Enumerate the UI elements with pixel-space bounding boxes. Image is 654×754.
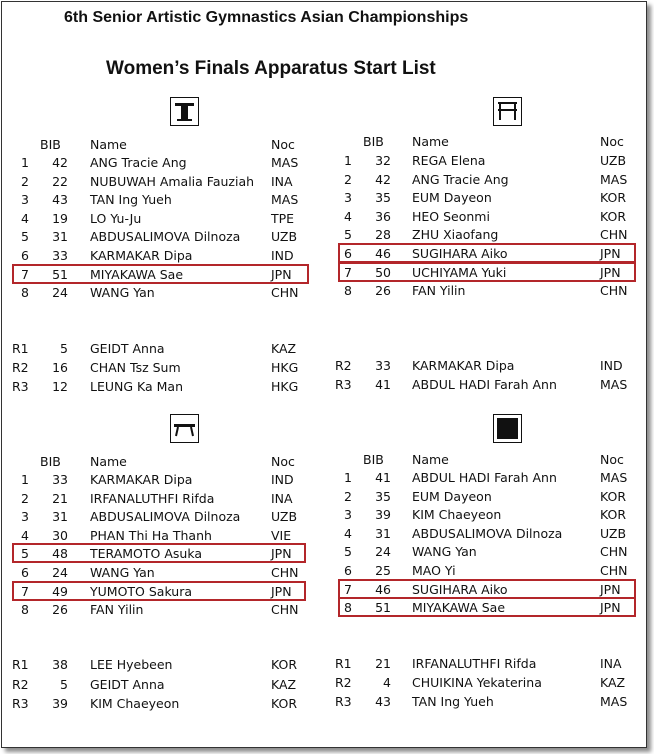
gymnast-name: MIYAKAWA Sae	[412, 600, 506, 616]
gymnast-name: KARMAKAR Dipa	[90, 248, 193, 263]
start-position: 2	[344, 488, 352, 504]
noc-code: KOR	[600, 208, 627, 224]
start-position: 6	[21, 248, 29, 263]
start-position: 4	[21, 527, 29, 543]
noc-header: Noc	[271, 454, 295, 469]
bib-number: 32	[375, 153, 391, 168]
noc-code: KAZ	[600, 675, 626, 690]
name-header: Name	[412, 452, 449, 467]
noc-code: KAZ	[271, 677, 297, 692]
start-position: 2	[21, 490, 29, 506]
noc-code: INA	[271, 173, 293, 189]
start-position: 8	[21, 602, 29, 618]
noc-code: JPN	[600, 264, 621, 280]
bib-number: 21	[52, 490, 68, 506]
gymnast-name: CHAN Tsz Sum	[90, 360, 181, 375]
reserve-position: R3	[12, 696, 29, 711]
bib-number: 43	[375, 694, 391, 709]
gymnast-name: FAN Yilin	[412, 283, 466, 299]
noc-code: CHN	[271, 285, 299, 301]
bib-number: 46	[375, 246, 391, 261]
gymnast-name: LEE Hyebeen	[90, 657, 173, 672]
bib-number: 5	[60, 677, 68, 692]
noc-header: Noc	[271, 137, 295, 152]
noc-code: HKG	[271, 360, 299, 375]
start-position: 1	[344, 470, 352, 485]
bib-number: 22	[52, 173, 68, 189]
gymnast-name: REGA Elena	[412, 153, 486, 168]
start-position: 3	[344, 507, 352, 523]
bib-number: 31	[52, 509, 68, 525]
gymnast-name: CHUIKINA Yekaterina	[412, 675, 542, 690]
bib-header: BIB	[363, 452, 384, 467]
noc-code: INA	[600, 656, 622, 671]
gymnast-name: SUGIHARA Aiko	[412, 246, 508, 261]
start-position: 6	[21, 565, 29, 580]
gymnast-name: TERAMOTO Asuka	[90, 546, 202, 562]
gymnast-name: ABDUSALIMOVA Dilnoza	[412, 525, 563, 541]
gymnast-name: LO Yu-Ju	[90, 210, 142, 226]
gymnast-name: EUM Dayeon	[412, 488, 492, 504]
gymnast-name: ZHU Xiaofang	[412, 227, 499, 243]
gymnast-name: WANG Yan	[412, 544, 477, 560]
noc-code: MAS	[271, 192, 299, 208]
bib-number: 24	[52, 565, 68, 580]
noc-code: CHN	[600, 544, 628, 560]
noc-code: JPN	[600, 600, 621, 616]
bib-number: 26	[52, 602, 68, 618]
bib-number: 35	[375, 190, 391, 206]
bib-number: 50	[375, 264, 391, 280]
noc-code: JPN	[271, 266, 292, 282]
reserve-position: R2	[12, 677, 29, 692]
bib-number: 51	[52, 266, 68, 282]
gymnast-name: GEIDT Anna	[90, 341, 165, 356]
reserve-position: R2	[335, 358, 352, 373]
reserve-position: R3	[335, 694, 352, 709]
bib-number: 42	[375, 171, 391, 187]
gymnast-name: TAN Ing Yueh	[412, 694, 494, 709]
noc-code: UZB	[271, 509, 298, 525]
noc-code: UZB	[600, 153, 627, 168]
bib-number: 38	[52, 657, 68, 672]
gymnast-name: LEUNG Ka Man	[90, 379, 183, 394]
bib-header: BIB	[40, 137, 61, 152]
bib-header: BIB	[363, 134, 384, 149]
noc-code: KOR	[600, 507, 627, 523]
gymnast-name: IRFANALUTHFI Rifda	[90, 490, 215, 506]
bib-number: 48	[52, 546, 68, 562]
bib-number: 19	[52, 210, 68, 226]
noc-code: INA	[271, 490, 293, 506]
noc-code: KAZ	[271, 341, 297, 356]
noc-code: CHN	[600, 283, 628, 299]
noc-code: MAS	[600, 694, 628, 709]
noc-code: CHN	[600, 563, 628, 578]
bib-number: 28	[375, 227, 391, 243]
noc-code: MAS	[600, 377, 628, 392]
bib-number: 42	[52, 155, 68, 170]
bib-number: 39	[375, 507, 391, 523]
gymnast-name: KIM Chaeyeon	[412, 507, 502, 523]
start-position: 1	[344, 153, 352, 168]
noc-code: CHN	[271, 565, 299, 580]
noc-code: CHN	[271, 602, 299, 618]
reserve-position: R3	[12, 379, 29, 394]
bib-number: 33	[52, 472, 68, 487]
noc-code: KOR	[600, 190, 627, 206]
noc-code: TPE	[271, 210, 295, 226]
gymnast-name: IRFANALUTHFI Rifda	[412, 656, 537, 671]
start-list-title: Women’s Finals Apparatus Start List	[106, 58, 436, 79]
start-position: 1	[21, 155, 29, 170]
gymnast-name: KIM Chaeyeon	[90, 696, 180, 711]
gymnast-name: WANG Yan	[90, 565, 155, 580]
noc-code: IND	[271, 472, 294, 487]
bib-number: 31	[375, 525, 391, 541]
bib-number: 35	[375, 488, 391, 504]
start-position: 6	[344, 563, 352, 578]
start-position: 2	[21, 173, 29, 189]
gymnast-name: ABDUL HADI Farah Ann	[412, 470, 557, 485]
bib-number: 46	[375, 581, 391, 597]
gymnast-name: NUBUWAH Amalia Fauziah	[90, 173, 255, 189]
gymnast-name: KARMAKAR Dipa	[90, 472, 193, 487]
start-position: 8	[344, 283, 352, 299]
start-position: 8	[344, 600, 352, 616]
reserve-position: R2	[12, 360, 29, 375]
bib-number: 39	[52, 696, 68, 711]
start-position: 3	[21, 192, 29, 208]
noc-code: UZB	[271, 229, 298, 245]
start-position: 7	[344, 581, 352, 597]
start-position: 5	[344, 544, 352, 560]
noc-code: KOR	[271, 657, 298, 672]
gymnast-name: ABDUSALIMOVA Dilnoza	[90, 509, 241, 525]
start-position: 7	[21, 583, 29, 599]
vault-icon	[170, 97, 199, 126]
noc-code: MAS	[600, 171, 628, 187]
noc-header: Noc	[600, 452, 624, 467]
bib-number: 49	[52, 583, 68, 599]
gymnast-name: ABDUSALIMOVA Dilnoza	[90, 229, 241, 245]
bib-number: 21	[375, 656, 391, 671]
noc-code: IND	[271, 248, 294, 263]
gymnast-name: TAN Ing Yueh	[90, 192, 172, 208]
noc-code: VIE	[271, 527, 292, 543]
bib-number: 5	[60, 341, 68, 356]
gymnast-name: ANG Tracie Ang	[412, 171, 509, 187]
noc-code: JPN	[271, 546, 292, 562]
gymnast-name: HEO Seonmi	[412, 208, 490, 224]
gymnast-name: MAO Yi	[412, 563, 456, 578]
bib-number: 41	[375, 377, 391, 392]
start-position: 7	[344, 264, 352, 280]
noc-code: IND	[600, 358, 623, 373]
bib-number: 41	[375, 470, 391, 485]
bib-number: 24	[52, 285, 68, 301]
bib-number: 31	[52, 229, 68, 245]
name-header: Name	[90, 454, 127, 469]
noc-code: KOR	[600, 488, 627, 504]
gymnast-name: ABDUL HADI Farah Ann	[412, 377, 557, 392]
name-header: Name	[412, 134, 449, 149]
bib-number: 24	[375, 544, 391, 560]
start-position: 4	[344, 208, 352, 224]
reserve-position: R1	[12, 657, 29, 672]
gymnast-name: PHAN Thi Ha Thanh	[90, 527, 212, 543]
bib-number: 4	[383, 675, 391, 690]
noc-header: Noc	[600, 134, 624, 149]
start-position: 3	[21, 509, 29, 525]
reserve-position: R3	[335, 377, 352, 392]
bib-number: 43	[52, 192, 68, 208]
bib-number: 33	[52, 248, 68, 263]
bib-number: 51	[375, 600, 391, 616]
noc-code: HKG	[271, 379, 299, 394]
uneven-bars-icon	[493, 97, 522, 126]
start-position: 5	[21, 546, 29, 562]
start-position: 4	[21, 210, 29, 226]
start-position: 6	[344, 246, 352, 261]
bib-number: 33	[375, 358, 391, 373]
name-header: Name	[90, 137, 127, 152]
bib-header: BIB	[40, 454, 61, 469]
gymnast-name: UCHIYAMA Yuki	[412, 264, 507, 280]
gymnast-name: MIYAKAWA Sae	[90, 266, 184, 282]
gymnast-name: GEIDT Anna	[90, 677, 165, 692]
floor-exercise-icon	[493, 414, 522, 443]
noc-code: MAS	[600, 470, 628, 485]
start-position: 2	[344, 171, 352, 187]
noc-code: CHN	[600, 227, 628, 243]
start-position: 3	[344, 190, 352, 206]
bib-number: 16	[52, 360, 68, 375]
noc-code: MAS	[271, 155, 299, 170]
championship-title: 6th Senior Artistic Gymnastics Asian Championships	[64, 9, 469, 26]
gymnast-name: ANG Tracie Ang	[90, 155, 187, 170]
bib-number: 12	[52, 379, 68, 394]
gymnast-name: EUM Dayeon	[412, 190, 492, 206]
reserve-position: R2	[335, 675, 352, 690]
start-position: 7	[21, 266, 29, 282]
start-position: 4	[344, 525, 352, 541]
bib-number: 25	[375, 563, 391, 578]
bib-number: 26	[375, 283, 391, 299]
gymnast-name: WANG Yan	[90, 285, 155, 301]
gymnast-name: SUGIHARA Aiko	[412, 581, 508, 597]
gymnast-name: YUMOTO Sakura	[90, 583, 193, 599]
noc-code: JPN	[600, 581, 621, 597]
gymnast-name: KARMAKAR Dipa	[412, 358, 515, 373]
noc-code: JPN	[600, 246, 621, 261]
reserve-position: R1	[12, 341, 29, 356]
start-position: 1	[21, 472, 29, 487]
bib-number: 36	[375, 208, 391, 224]
reserve-position: R1	[335, 656, 352, 671]
noc-code: JPN	[271, 583, 292, 599]
start-position: 5	[344, 227, 352, 243]
noc-code: UZB	[600, 525, 627, 541]
noc-code: KOR	[271, 696, 298, 711]
gymnast-name: FAN Yilin	[90, 602, 144, 618]
balance-beam-icon	[170, 414, 199, 443]
start-position: 5	[21, 229, 29, 245]
bib-number: 30	[52, 527, 68, 543]
start-position: 8	[21, 285, 29, 301]
